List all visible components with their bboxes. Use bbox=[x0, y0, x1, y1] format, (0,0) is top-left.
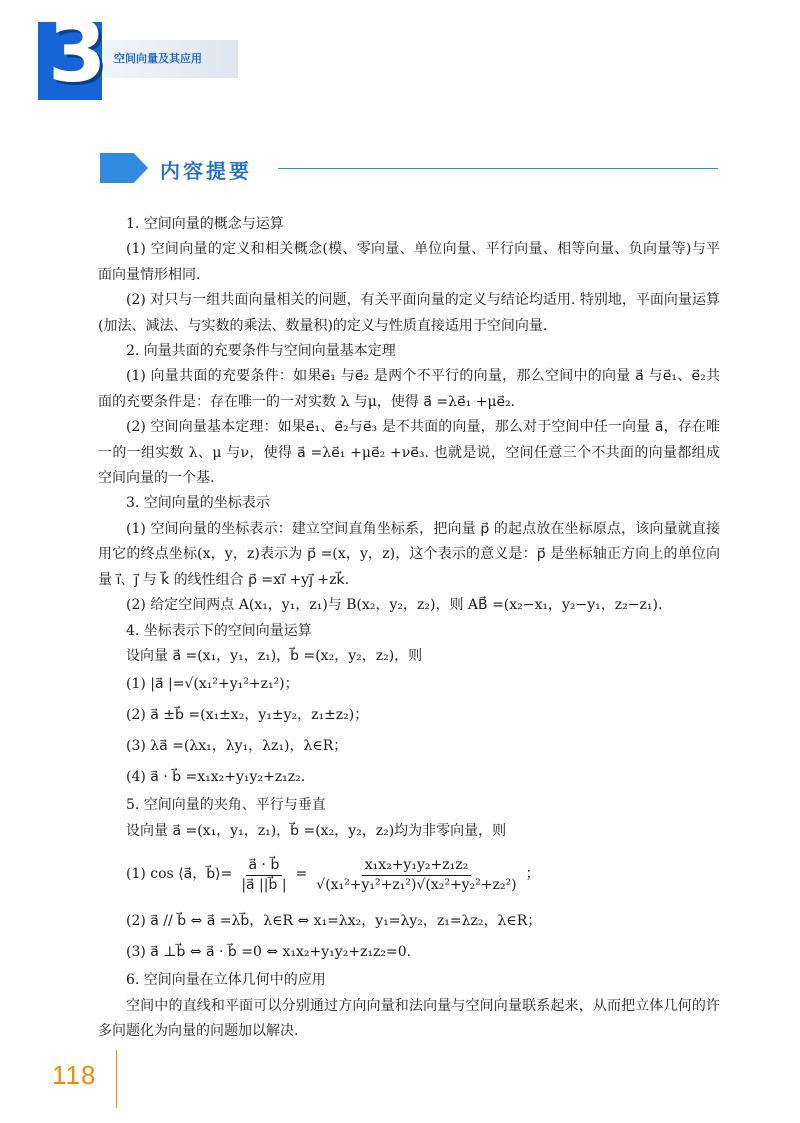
fraction bbox=[238, 856, 289, 895]
paragraph: 设向量 a⃗ =(x₁，y₁，z₁)，b⃗ =(x₂，y₂，z₂)均为非零向量，则 bbox=[126, 822, 507, 839]
paragraph: (2) 空间向量基本定理：如果e⃗₁、e⃗₂与e⃗₃ 是不共面的向量，那么对于空间中任一向量 a⃗，存在唯一的一组实数 λ、μ 与ν，使得 a⃗ =λe⃗₁ +μe⃗₂ +νe⃗₃. 也就是说，空间任意三个不共面的向量都组成空间向量的一个基. bbox=[98, 419, 720, 487]
paragraph: (1) 空间向量的定义和相关概念(模、零向量、单位向量、平行向量、相等向量、负向量等)与平面向量情形相同. bbox=[98, 241, 720, 283]
fraction-denominator: |a⃗ ||b⃗ | bbox=[241, 876, 287, 893]
heading-solid-geometry: 6. 空间向量在立体几何中的应用 bbox=[126, 972, 326, 989]
paragraph: (1) 向量共面的充要条件：如果e⃗₁ 与e⃗₂ 是两个不平行的向量，那么空间中的向量 a⃗ 与e⃗₁、e⃗₂共面的充要条件是：存在唯一的一对实数 λ 与μ，使得 a⃗ =λe⃗₁ +μe⃗₂. bbox=[98, 368, 720, 410]
formula-line: (2) a⃗ ±b⃗ =(x₁±x₂，y₁±y₂，z₁±z₂)； bbox=[126, 707, 369, 724]
chapter-title: 空间向量及其应用 bbox=[114, 52, 202, 65]
heading-coordinate-operations: 4. 坐标表示下的空间向量运算 bbox=[126, 622, 312, 639]
fraction-numerator: a⃗ · b⃗ bbox=[246, 856, 283, 876]
formula-line: (1) |a⃗ |=√(x₁²+y₁²+z₁²)； bbox=[126, 676, 299, 693]
heading-coplanar-theorem: 2. 向量共面的充要条件与空间向量基本定理 bbox=[126, 343, 396, 360]
formula-end: ； bbox=[525, 866, 540, 883]
section-title: 内容提要 bbox=[160, 159, 252, 183]
page-number: 118 bbox=[52, 1060, 97, 1090]
heading-angle-parallel-perpendicular: 5. 空间向量的夹角、平行与垂直 bbox=[126, 797, 326, 814]
fraction bbox=[313, 856, 519, 895]
cosine-formula bbox=[98, 844, 720, 906]
formula-line: (4) a⃗ · b⃗ =x₁x₂+y₁y₂+z₁z₂. bbox=[126, 769, 306, 786]
fraction-numerator: x₁x₂+y₁y₂+z₁z₂ bbox=[362, 856, 472, 876]
paragraph: (2) 对只与一组共面向量相关的问题，有关平面向量的定义与结论均适用. 特别地，平面向量运算(加法、减法、与实数的乘法、数量积)的定义与性质直接适用于空间向量. bbox=[98, 292, 720, 334]
equals-sign: = bbox=[295, 866, 308, 883]
paragraph: (2) 给定空间两点 A(x₁，y₁，z₁)与 B(x₂，y₂，z₂)，则 AB⃗ =(x₂−x₁，y₂−y₁，z₂−z₁). bbox=[126, 597, 663, 614]
chapter-number: 3 bbox=[48, 3, 107, 101]
page-number-divider bbox=[116, 1050, 117, 1108]
paragraph: (1) 空间向量的坐标表示：建立空间直角坐标系，把向量 p⃗ 的起点放在坐标原点，该向量就直接用它的终点坐标(x，y，z)表示为 p⃗ =(x，y，z)，这个表示的意义是：p⃗ 是坐标轴正方向上的单位向量 i⃗、j⃗ 与 k⃗ 的线性组合 p⃗ =xi⃗ +yj⃗ +zk⃗. bbox=[98, 520, 720, 588]
formula-lead: (1) cos ⟨a⃗，b⃗⟩= bbox=[126, 866, 233, 883]
section-divider bbox=[278, 168, 718, 169]
formula-line: (3) λa⃗ =(λx₁，λy₁，λz₁)，λ∈R； bbox=[126, 738, 348, 755]
formula-line: (2) a⃗ // b⃗ ⇔ a⃗ =λb⃗，λ∈R ⇔ x₁=λx₂，y₁=λy₂，z₁=λz₂，λ∈R； bbox=[126, 913, 542, 930]
heading-concepts: 1. 空间向量的概念与运算 bbox=[126, 216, 284, 232]
paragraph: 设向量 a⃗ =(x₁，y₁，z₁)，b⃗ =(x₂，y₂，z₂)，则 bbox=[126, 647, 423, 664]
summary-content bbox=[98, 212, 720, 1044]
heading-coordinates: 3. 空间向量的坐标表示 bbox=[126, 495, 270, 512]
section-arrow-icon bbox=[100, 153, 148, 183]
fraction-denominator: √(x₁²+y₁²+z₁²)√(x₂²+y₂²+z₂²) bbox=[316, 876, 517, 893]
formula-line: (3) a⃗ ⊥b⃗ ⇔ a⃗ · b⃗ =0 ⇔ x₁x₂+y₁y₂+z₁z₂=0. bbox=[126, 944, 412, 961]
paragraph: 空间中的直线和平面可以分别通过方向向量和法向量与空间向量联系起来，从而把立体几何的许多问题化为向量的问题加以解决. bbox=[98, 997, 720, 1039]
